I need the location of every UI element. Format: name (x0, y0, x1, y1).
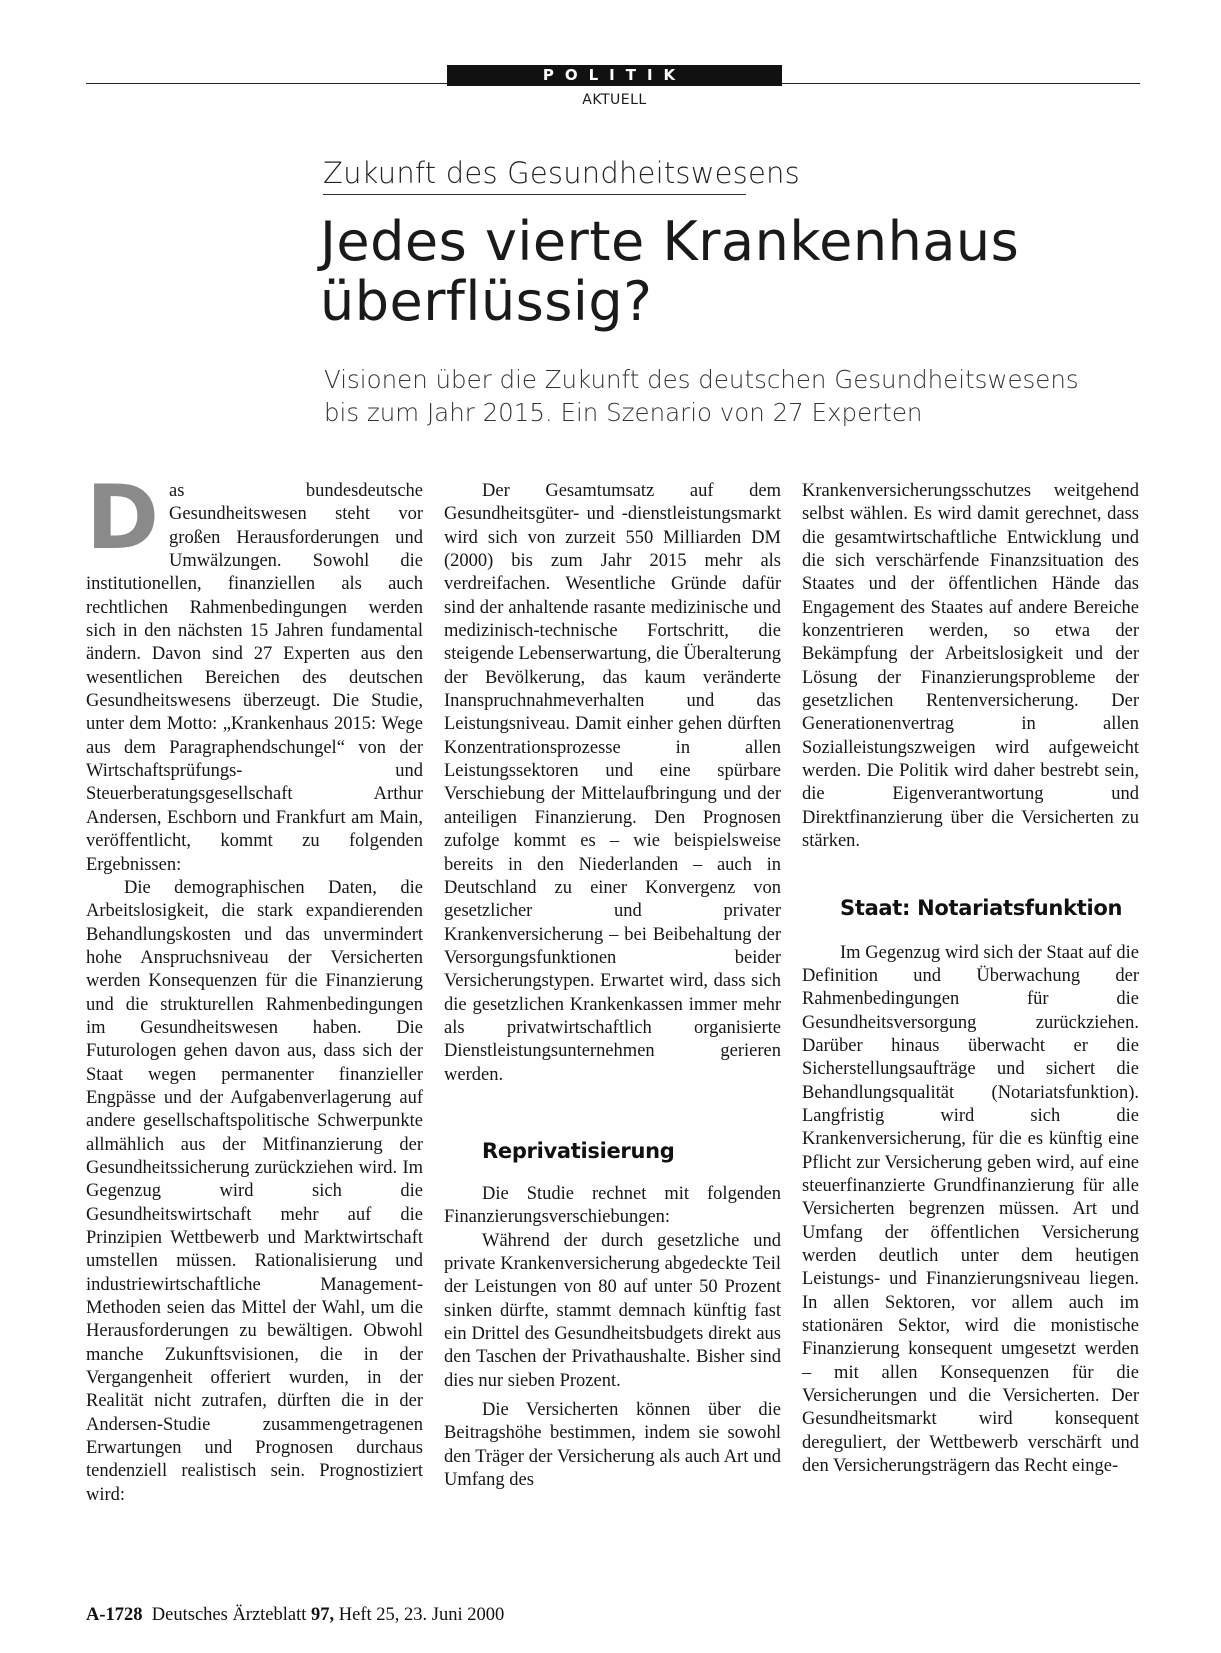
kicker-underline (323, 194, 746, 195)
page-footer (86, 1605, 504, 1626)
article-headline (320, 212, 1120, 332)
headline-line-1: Jedes vierte Krankenhaus (320, 210, 1020, 273)
journal-name: Deutsches Ärzteblatt (151, 1605, 307, 1625)
subheading-staat-notariatsfunktion: Staat: Notariatsfunktion (840, 895, 1123, 920)
text-column-3 (802, 480, 1139, 1478)
deck-line-2: bis zum Jahr 2015. Ein Szenario von 27 Experten (324, 398, 923, 427)
drop-cap: D (86, 466, 160, 569)
paragraph: Der Gesamtumsatz auf dem Gesundheitsgüter- und -dienstleistungsmarkt wird sich von zurzeit 550 Milliarden DM (2000) bis zum Jahr 2015 mehr als verdreifachen. Wesentliche Gründe dafür sind der anhaltende rasante medizinische und medizinisch-technische Fortschritt, die steigende Lebenserwartung, die Überalterung der Bevölkerung, das kaum veränderte Inanspruchnahmeverhalten und das Leistungsniveau. Damit einher gehen dürften Konzentrationsprozesse in allen Leistungssektoren und eine spürbare Verschiebung der Mittelaufbringung und der anteiligen Finanzierung. Den Prognosen zufolge kommt es – wie beispielsweise bereits in den Niederlanden – auch in Deutschland zu einer Konvergenz von gesetzlicher und privater Krankenversicherung – bei Beibehaltung der Versorgungsfunktionen beider Versicherungstypen. Erwartet wird, dass sich die gesetzlichen Krankenkassen immer mehr als privatwirtschaftlich organisierte Dienstleistungsunternehmen gerieren werden. (444, 481, 781, 1085)
page-number: A-1728 (86, 1605, 143, 1625)
article-deck (324, 363, 1124, 429)
paragraph: as bundesdeutsche Gesundheitswesen steht vor großen Herausforderungen und Umwälzungen. Sowohl die institutionellen, finanziellen als auch rechtlichen Rahmenbedingungen werden sich in den nächsten 15 Jahren fundamental ändern. Davon sind 27 Experten aus den wesentlichen Bereichen des deutschen Gesundheitswesens überzeugt. Die Studie, unter dem Motto: „Krankenhaus 2015: Wege aus dem Paragraphendschungel“ von der Wirtschaftsprüfungs- und Steuerberatungsgesellschaft Arthur Andersen, Eschborn und Frankfurt am Main, veröffentlicht, kommt zu folgenden Ergebnissen: (86, 481, 423, 875)
paragraph: Die Versicherten können über die Beitragshöhe bestimmen, indem sie sowohl den Träger der Versicherung als auch Art und Umfang des (444, 1400, 781, 1491)
subheading-reprivatisierung: Reprivatisierung (482, 1138, 675, 1163)
deck-line-1: Visionen über die Zukunft des deutschen Gesundheitswesens (324, 365, 1079, 394)
paragraph: Während der durch gesetzliche und private Krankenversicherung abgedeckte Teil der Leistungen von 80 auf unter 50 Prozent sinken dürfte, stammt demnach künftig fast ein Drittel des Gesundheitsbudgets direkt aus den Taschen der Privathaushalte. Bisher sind dies nur sieben Prozent. (444, 1230, 781, 1391)
journal-volume: 97, (311, 1605, 335, 1625)
text-column-2 (444, 480, 781, 1492)
article-kicker: Zukunft des Gesundheitswesens (323, 156, 800, 190)
paragraph: Die demographischen Daten, die Arbeitslosigkeit, die stark expandierenden Behandlungskosten und das unvermindert hohe Anspruchsniveau der Versicherten werden Konsequenzen für die Finanzierung und die strukturellen Rahmenbedingungen im Gesundheitswesen haben. Die Futurologen gehen davon aus, dass sich der Staat wegen permanenter finanzieller Engpässe und der Aufgabenverlagerung auf andere gesellschaftspolitische Schwerpunkte allmählich aus der Mitfinanzierung der Gesundheitssicherung zurückziehen wird. Im Gegenzug wird sich die Gesundheitswirtschaft mehr auf die Prinzipien Wettbewerb und Marktwirtschaft umstellen müssen. Rationalisierung und industriewirtschaftliche Management-Methoden seien das Mittel der Wahl, um die Herausforderungen zu bewältigen. Obwohl manche Zukunftsvisionen, die in der Vergangenheit offeriert wurden, in der Realität nicht zutrafen, dürften die in der Andersen-Studie zusammengetragenen Erwartungen und Prognosen durchaus tendenziell realistisch sein. Prognostiziert wird: (86, 877, 423, 1505)
paragraph: Krankenversicherungsschutzes weitgehend selbst wählen. Es wird damit gerechnet, dass die gesamtwirtschaftliche Entwicklung und die sich verschärfende Finanzsituation des Staates und der öffentlichen Hände das Engagement des Staates auf andere Bereiche konzentrieren werden, so etwa der Bekämpfung der Arbeitslosigkeit und der Lösung der Finanzierungsprobleme der gesetzlichen Rentenversicherung. Der Generationenvertrag in allen Sozialleistungszweigen wird aufgeweicht werden. Die Politik wird daher bestrebt sein, die Eigenverantwortung und Direktfinanzierung über die Versicherten zu stärken. (802, 481, 1139, 852)
paragraph: Im Gegenzug wird sich der Staat auf die Definition und Überwachung der Rahmenbedingungen für die Gesundheitsversorgung zurückziehen. Darüber hinaus überwacht er die Sicherstellungsaufträge und sichert die Behandlungsqualität (Notariatsfunktion). Langfristig wird sich die Krankenversicherung, für die es künftig eine Pflicht zur Versicherung geben wird, auf eine steuerfinanzierte Grundfinanzierung für alle Versicherten begrenzen müssen. Art und Umfang der öffentlichen Versicherung werden deutlich unter dem heutigen Leistungs- und Finanzierungsniveau liegen. In allen Sektoren, vor allem auch im stationären Sektor, wird die monistische Finanzierung konsequent umgesetzt werden – mit allen Konsequenzen für die Versicherungen und die Versicherten. Der Gesundheitsmarkt wird konsequent dereguliert, der Wettbewerb verschärft und den Versicherungsträgern das Recht einge- (802, 942, 1139, 1477)
section-label: POLITIK (447, 65, 782, 86)
text-column-1 (86, 466, 423, 1507)
subsection-label: AKTUELL (582, 92, 647, 108)
headline-line-2: überflüssig? (320, 270, 653, 333)
paragraph: Die Studie rechnet mit folgenden Finanzierungsverschiebungen: (444, 1183, 781, 1228)
journal-issue: Heft 25, 23. Juni 2000 (338, 1605, 505, 1625)
